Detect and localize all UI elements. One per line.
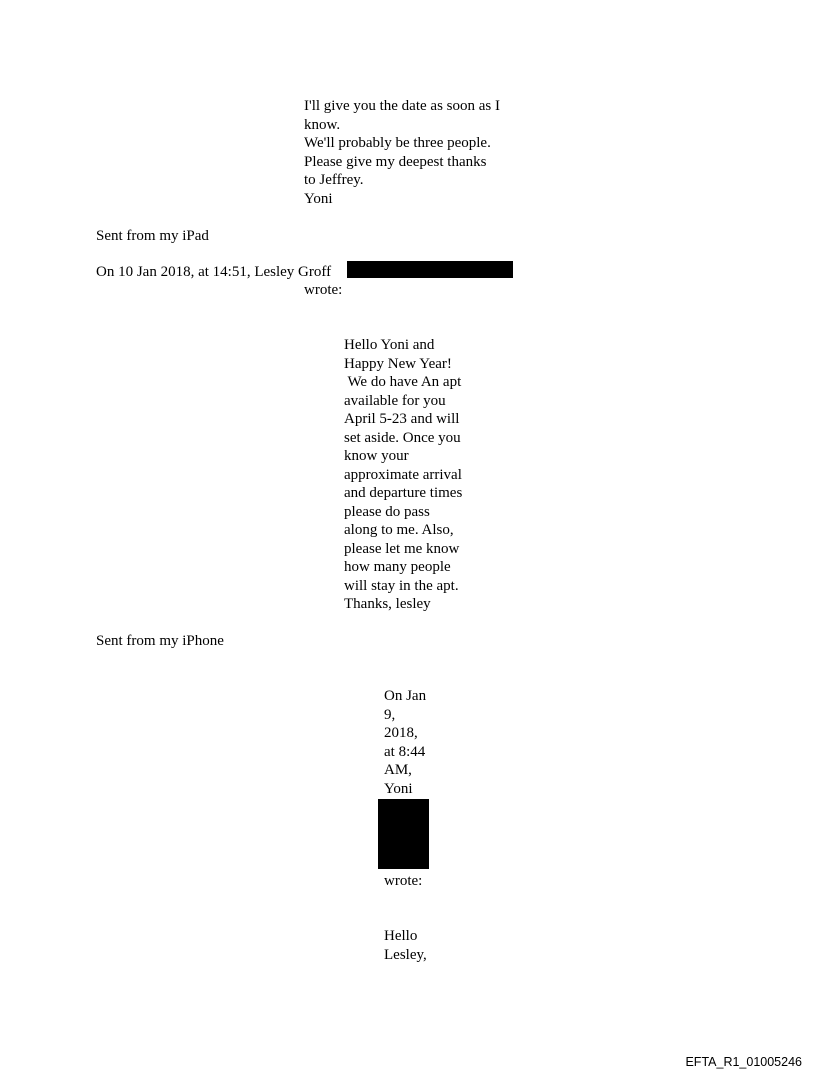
reply-message — [304, 97, 500, 208]
message-line: approximate arrival — [344, 466, 462, 483]
quote-header-2-wrote: wrote: — [384, 873, 423, 889]
quote-header-2 — [384, 687, 426, 798]
message-line: available for you — [344, 392, 446, 409]
message-line: know your — [344, 448, 409, 464]
reply-line: Please give my deepest thanks — [304, 153, 487, 170]
message-line: will stay in the apt. — [344, 577, 459, 594]
message-line: please do pass — [344, 503, 430, 520]
message-line: Hello — [384, 928, 418, 944]
message-line: along to me. Also, — [344, 522, 454, 538]
lesley-message — [344, 336, 462, 614]
quote-header-line: 2018, — [384, 725, 418, 741]
message-line: and departure times — [344, 485, 463, 501]
message-line: Happy New Year! — [344, 355, 452, 372]
quote-header-line: AM, — [384, 762, 412, 778]
document-id: EFTA_R1_01005246 — [685, 1055, 802, 1069]
message-line: Thanks, lesley — [344, 596, 431, 612]
quote-header-line: Yoni — [384, 780, 413, 797]
reply-line: We'll probably be three people. — [304, 135, 491, 151]
reply-line: I'll give you the date as soon as I — [304, 98, 500, 114]
message-line: set aside. Once you — [344, 429, 461, 446]
message-line: Lesley, — [384, 946, 427, 963]
message-line: Hello Yoni and — [344, 337, 435, 353]
redaction-block-email — [378, 799, 429, 869]
message-line: please let me know — [344, 540, 460, 557]
reply-line: to Jeffrey. — [304, 172, 364, 188]
signature-ipad: Sent from my iPad — [96, 228, 209, 244]
quote-header-line: 9, — [384, 706, 396, 723]
quote-header-1-wrote: wrote: — [304, 282, 343, 298]
reply-line: Yoni — [304, 190, 333, 207]
message-line: April 5-23 and will — [344, 411, 460, 427]
quote-header-line: On Jan — [384, 688, 427, 704]
redaction-bar-email — [347, 261, 513, 278]
signature-iphone: Sent from my iPhone — [96, 633, 224, 649]
quote-header-1: On 10 Jan 2018, at 14:51, Lesley Groff — [96, 264, 332, 280]
reply-line: know. — [304, 116, 341, 133]
message-line: how many people — [344, 559, 451, 575]
yoni-message — [384, 927, 427, 964]
message-line: We do have An apt — [344, 374, 462, 390]
quote-header-line: at 8:44 — [384, 743, 426, 760]
